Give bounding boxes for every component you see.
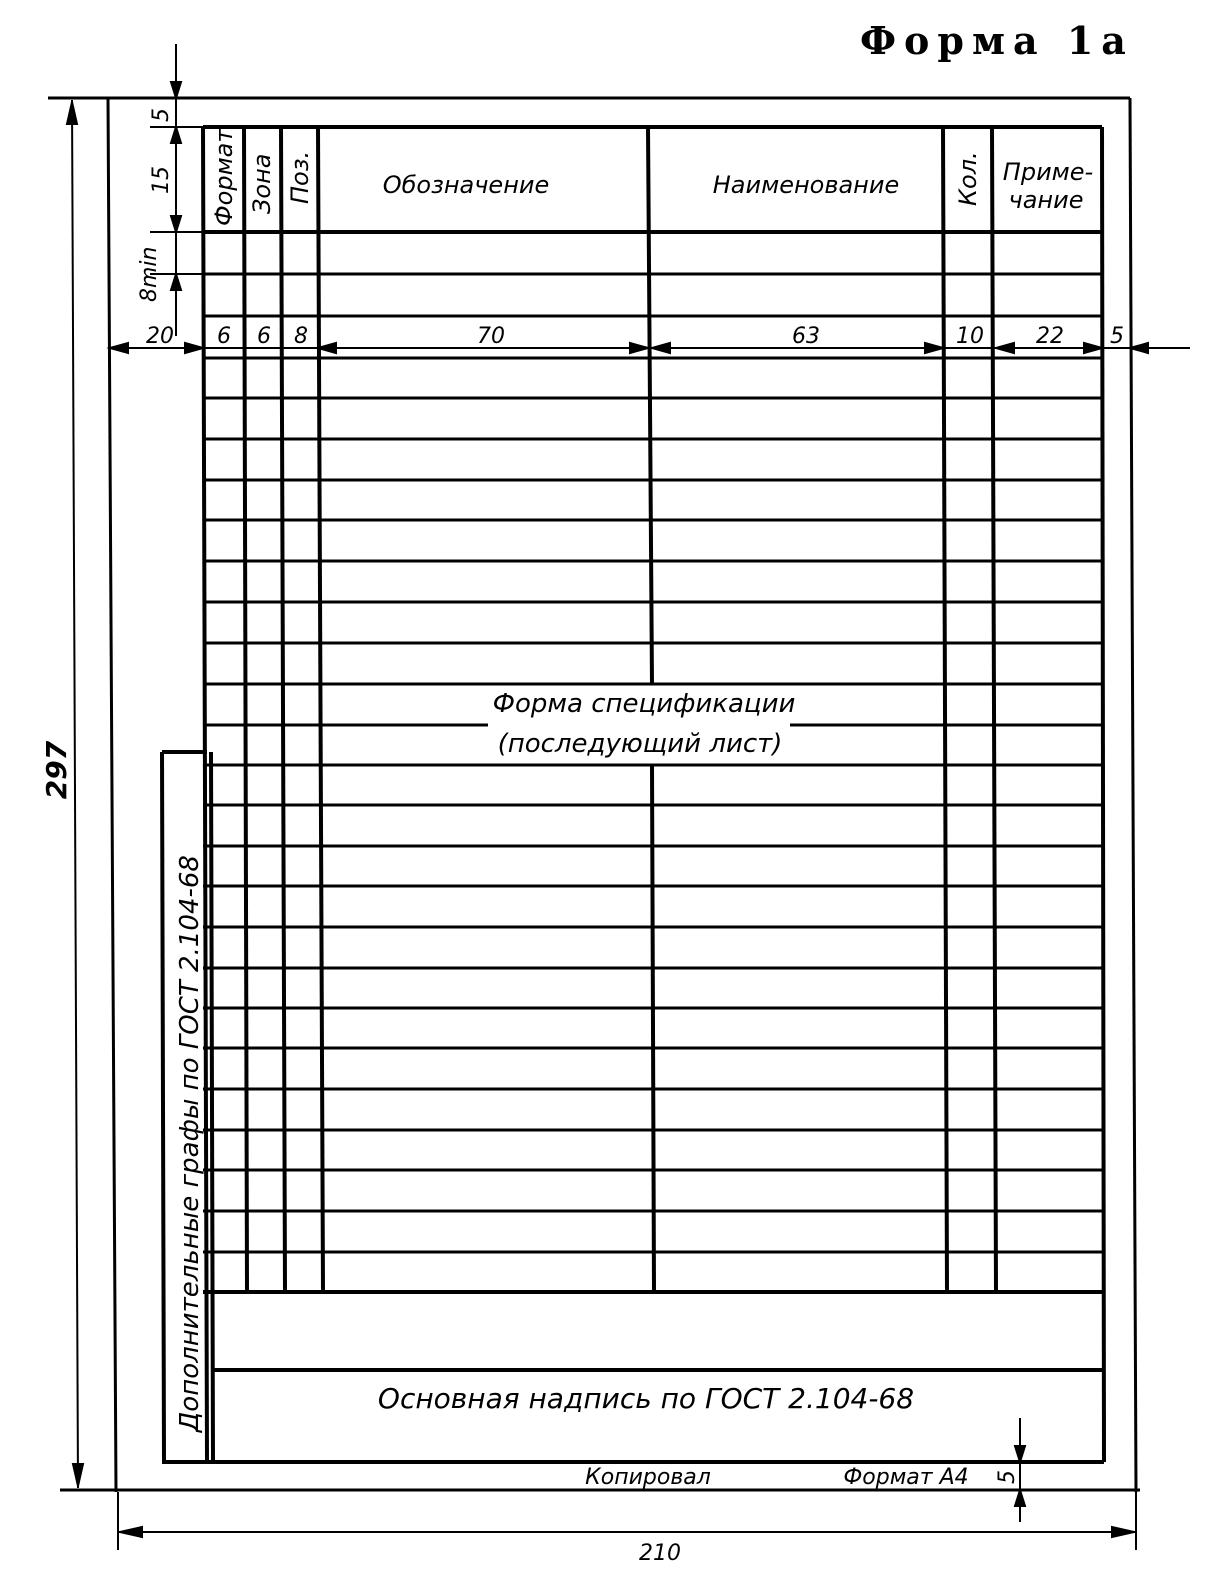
dim-sheet-width: 210	[639, 1541, 681, 1566]
dim-right-margin: 5	[1110, 324, 1124, 349]
dim-format-width: 6	[217, 324, 231, 349]
dim-designation-width: 70	[477, 324, 505, 349]
col-header-note-line2: чание	[1008, 186, 1084, 214]
col-header-format: Формат	[210, 128, 238, 226]
col-header-note-line1: Приме-	[1002, 158, 1094, 186]
form-title: Форма 1а	[860, 18, 1134, 63]
dim-note-width: 22	[1036, 324, 1064, 349]
dim-zone-width: 6	[257, 324, 271, 349]
side-column-label: Дополнительные графы по ГОСТ 2.104-68	[175, 855, 205, 1432]
center-label-line2: (последующий лист)	[497, 729, 783, 759]
dim-row-min: 8min	[137, 246, 162, 302]
dim-header-height: 15	[149, 166, 174, 194]
dimension-lines	[67, 44, 1190, 1550]
col-header-name: Наименование	[712, 171, 900, 199]
col-header-qty: Кол.	[954, 151, 982, 206]
footer-copied-by: Копировал	[585, 1465, 711, 1490]
dim-qty-width: 10	[956, 324, 984, 349]
title-block-label: Основная надпись по ГОСТ 2.104-68	[377, 1382, 915, 1415]
footer-sheet-format: Формат А4	[843, 1465, 969, 1490]
col-header-zone: Зона	[248, 153, 276, 214]
dim-bottom-margin: 5	[995, 1470, 1020, 1484]
dim-left-margin: 20	[146, 324, 174, 349]
col-header-designation: Обозначение	[382, 171, 550, 199]
col-header-pos: Поз.	[286, 150, 314, 204]
dim-name-width: 63	[792, 324, 820, 349]
dim-top-margin: 5	[149, 108, 174, 122]
dim-pos-width: 8	[294, 324, 308, 349]
center-label-line1: Форма спецификации	[492, 689, 796, 719]
dim-sheet-height: 297	[40, 740, 73, 800]
